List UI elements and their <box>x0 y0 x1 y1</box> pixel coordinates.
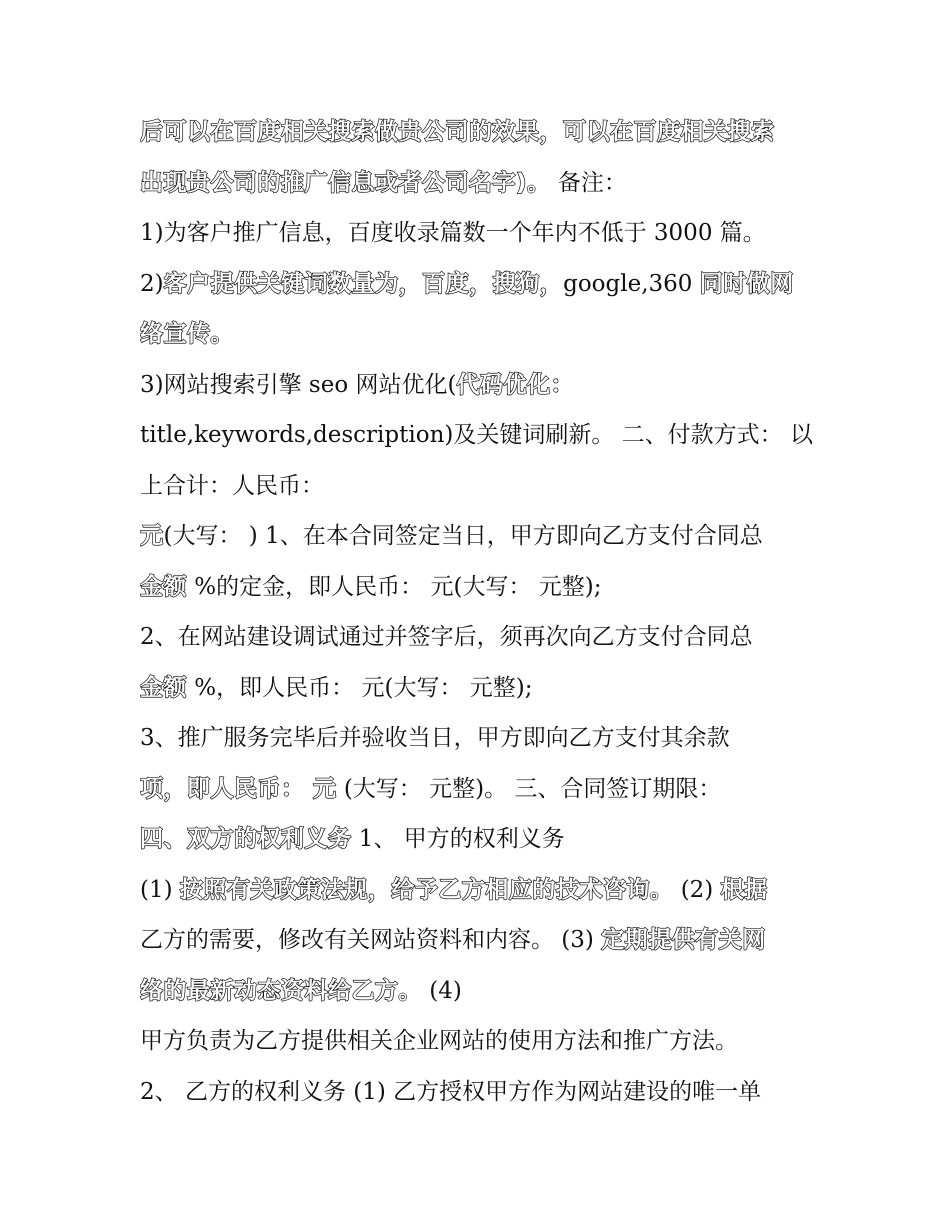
text-segment: 1)为客户推广信息，百度收录篇数一个年内不低于 3000 篇。 <box>140 220 766 246</box>
text-line <box>140 617 830 657</box>
text-segment: 3)网站搜索引擎 seo 网站优化( <box>140 371 457 398</box>
outlined-text-segment: 客户提供关键词数量为，百度，搜狗， <box>163 270 564 297</box>
text-line <box>140 819 830 859</box>
text-line <box>140 264 830 304</box>
text-segment: (4) <box>422 977 462 1004</box>
text-line <box>140 769 830 809</box>
outlined-text-segment: 同时做网 <box>699 270 794 297</box>
outlined-text-segment: 出现贵公司的推广信息或者公司名字)。 <box>140 169 551 196</box>
outlined-text-segment: 四、双方的权利义务 <box>140 826 352 852</box>
text-segment: 2、 乙方的权利义务 (1) 乙方授权甲方作为网站建设的唯一单 <box>140 1078 762 1105</box>
text-segment: (1) <box>140 876 180 903</box>
outlined-text-segment: 根据 <box>720 876 768 903</box>
text-line <box>140 365 830 405</box>
outlined-text-segment: 金额 <box>140 573 187 600</box>
text-line <box>140 1021 830 1061</box>
text-line <box>140 112 830 152</box>
text-segment: (大写： ) 1、在本合同签定当日，甲方即向乙方支付合同总 <box>163 523 763 549</box>
outlined-text-segment: 项，即人民币： 元 <box>140 775 337 802</box>
text-line <box>140 971 830 1011</box>
outlined-text-segment: 代码优化： <box>456 371 574 398</box>
text-segment: 3、推广服务完毕后并验收当日，甲方即向乙方支付其余款 <box>140 725 730 751</box>
text-line <box>140 516 830 556</box>
text-line <box>140 718 830 758</box>
text-line <box>140 920 830 960</box>
text-segment: title,keywords,description)及关键词刷新。 二、付款方式： 以 <box>140 422 813 448</box>
outlined-text-segment: 金额 <box>140 674 187 701</box>
text-line <box>140 870 830 910</box>
text-line <box>140 163 830 203</box>
text-segment: 1、 甲方的权利义务 <box>351 826 565 852</box>
outlined-text-segment: 按照有关政策法规，给予乙方相应的技术咨询。 <box>179 876 674 903</box>
outlined-text-segment: 元 <box>140 523 164 549</box>
text-line <box>140 668 830 708</box>
text-line <box>140 314 830 354</box>
text-segment: 备注： <box>550 169 627 196</box>
text-line <box>140 415 830 455</box>
text-segment: %的定金，即人民币： 元(大写： 元整); <box>187 573 602 600</box>
outlined-text-segment: 后可以在百度相关搜索做贵公司的效果，可以在百度相关搜索 <box>140 119 775 145</box>
text-segment: 上合计：人民币： <box>140 472 324 499</box>
text-segment: google,360 <box>563 270 700 297</box>
outlined-text-segment: 络的最新动态资料给乙方。 <box>140 977 422 1004</box>
text-line <box>140 213 830 253</box>
text-segment: (2) <box>673 876 721 903</box>
text-segment: 2、在网站建设调试通过并签字后，须再次向乙方支付合同总 <box>140 624 753 650</box>
text-line <box>140 1072 830 1112</box>
text-line <box>140 567 830 607</box>
text-segment: %，即人民币： 元(大写： 元整); <box>187 674 533 701</box>
text-segment: 甲方负责为乙方提供相关企业网站的使用方法和推广方法。 <box>140 1028 738 1054</box>
text-line <box>140 466 830 506</box>
outlined-text-segment: 络宣传。 <box>140 321 234 347</box>
text-segment: (大写： 元整)。 三、合同签订期限： <box>336 775 722 802</box>
text-segment: 乙方的需要，修改有关网站资料和内容。 (3) <box>140 927 602 953</box>
outlined-text-segment: 定期提供有关网 <box>601 927 766 953</box>
text-segment: 2) <box>140 270 164 297</box>
